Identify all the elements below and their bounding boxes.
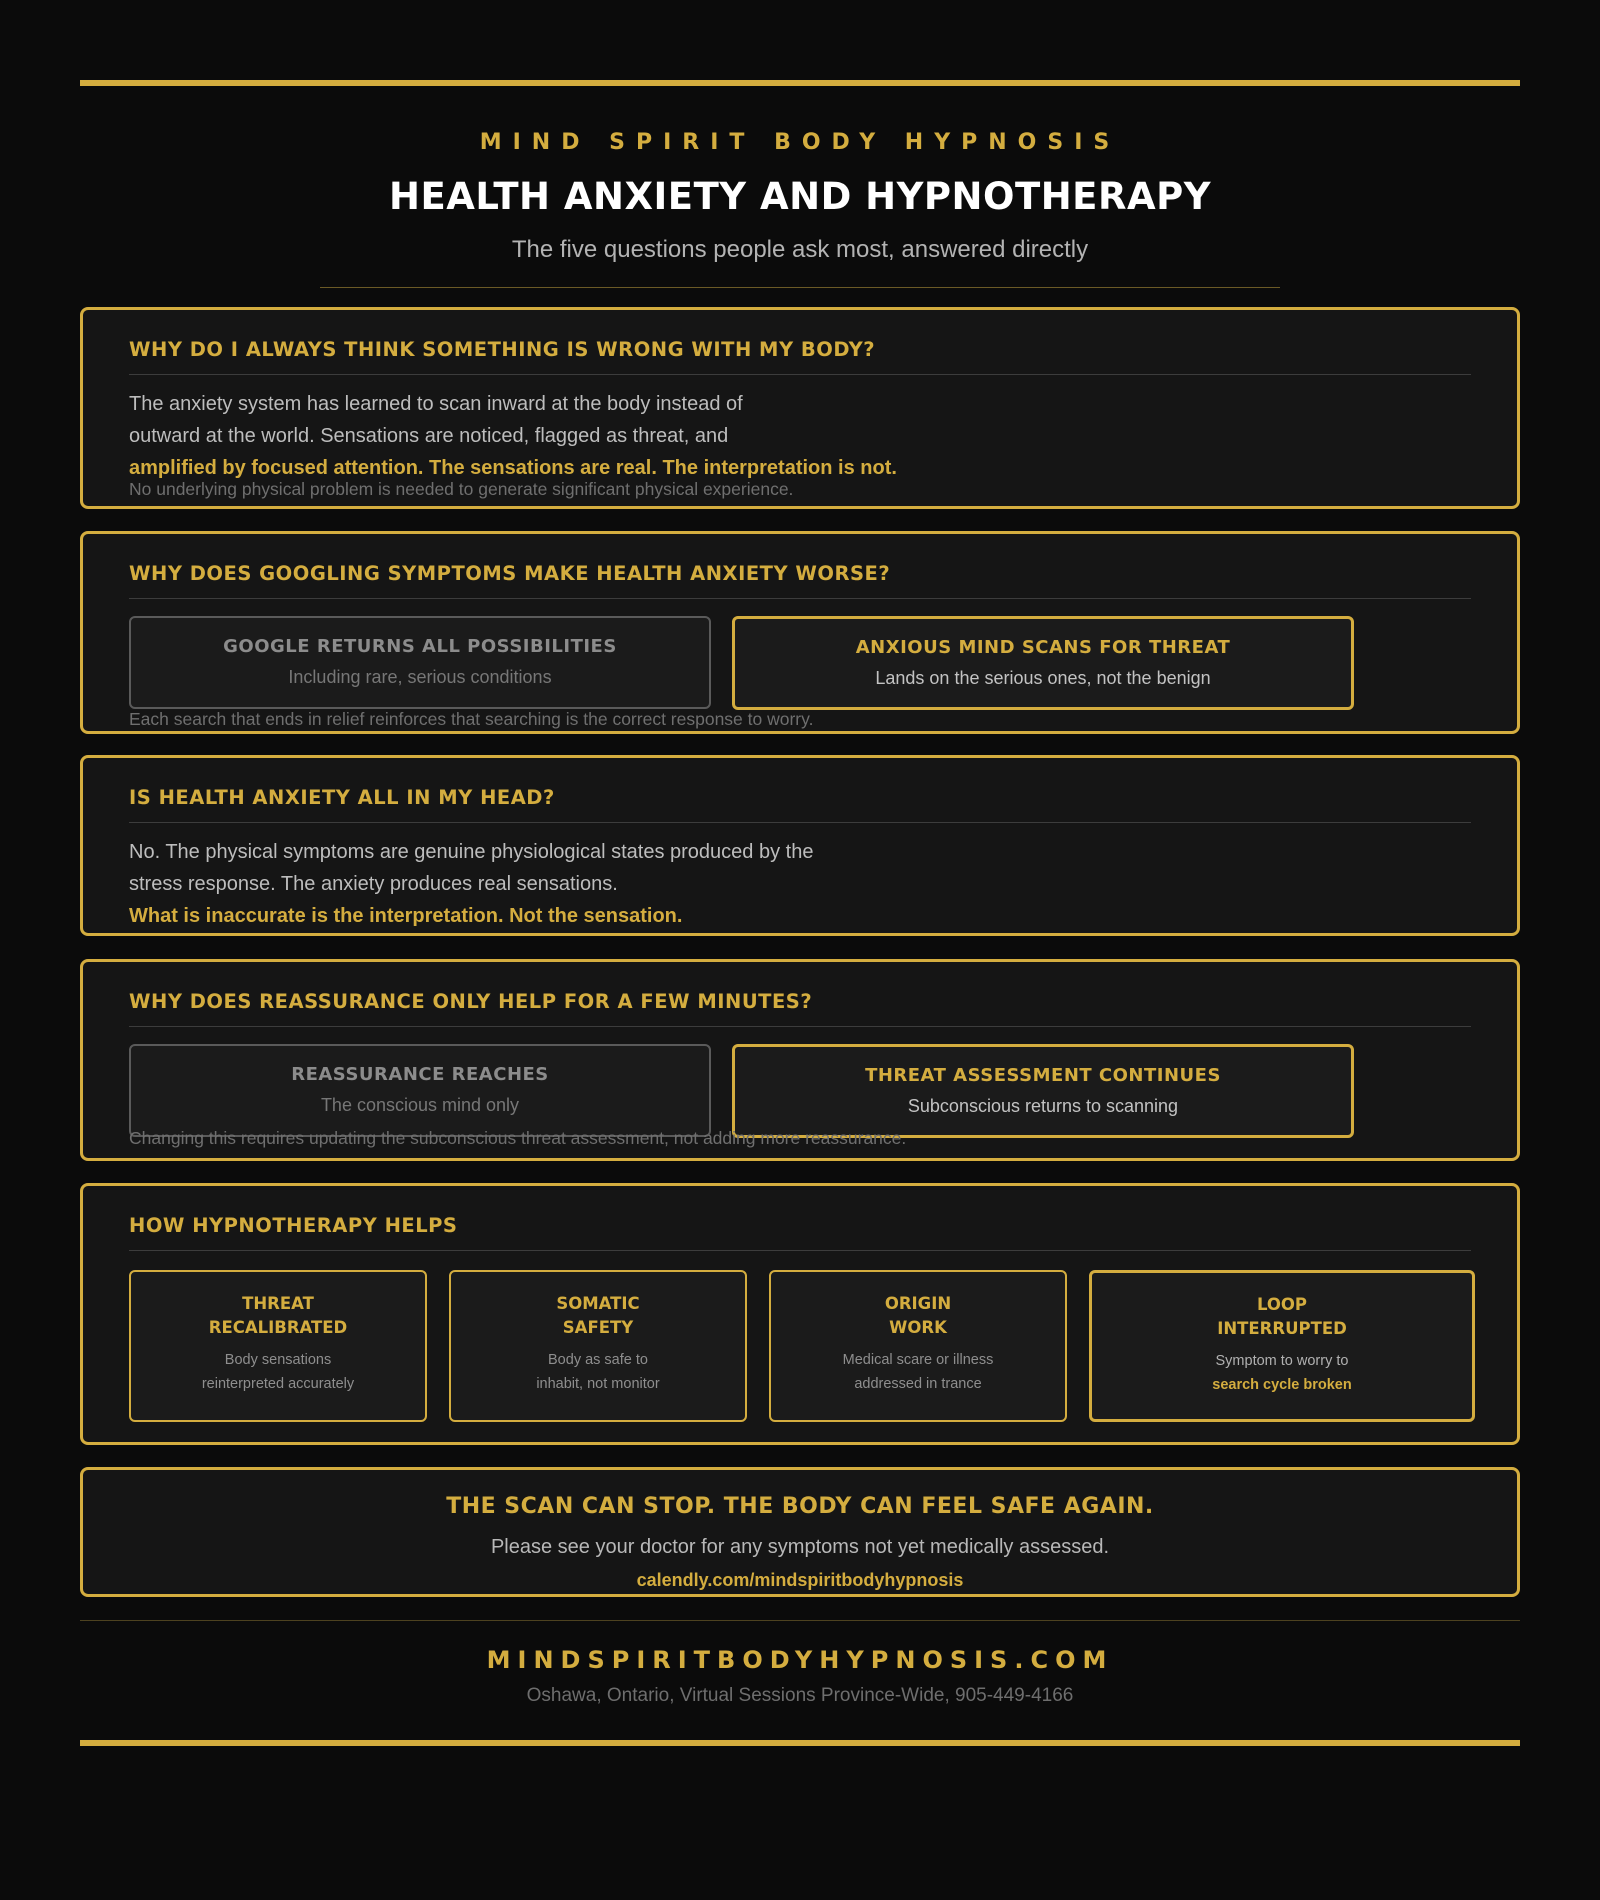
page-subtitle: The five questions people ask most, answered directly	[511, 236, 1089, 263]
faq-1-line-1: The anxiety system has learned to scan inward at the body instead of	[129, 393, 743, 415]
faq-5-title: HOW HYPNOTHERAPY HELPS	[129, 1214, 458, 1237]
brand-name: MIND SPIRIT BODY HYPNOSIS	[479, 130, 1121, 155]
benefit-tile-title: LOOP INTERRUPTED	[1217, 1295, 1347, 1338]
header-divider	[320, 287, 1280, 288]
benefit-tile-desc: Body as safe to inhabit, not monitor	[536, 1352, 660, 1392]
top-accent-bar	[80, 80, 1520, 86]
page-header	[0, 130, 1600, 264]
reassurance-sub: The conscious mind only	[320, 1095, 520, 1115]
faq-3-title: IS HEALTH ANXIETY ALL IN MY HEAD?	[129, 786, 555, 809]
faq-card-5	[80, 1183, 1520, 1445]
faq-4-title: WHY DOES REASSURANCE ONLY HELP FOR A FEW MINUTES?	[129, 990, 813, 1013]
website-link[interactable]: MINDSPIRITBODYHYPNOSIS.COM	[486, 1646, 1114, 1674]
google-results-title: GOOGLE RETURNS ALL POSSIBILITIES	[223, 636, 617, 657]
faq-3-line-1: No. The physical symptoms are genuine physiological states produced by the	[129, 841, 814, 863]
footer-divider	[80, 1620, 1520, 1621]
booking-link[interactable]: calendly.com/mindspiritbodyhypnosis	[636, 1570, 964, 1590]
threat-assessment-box	[732, 1044, 1354, 1138]
threat-scan-sub: Lands on the serious ones, not the benign	[875, 668, 1211, 688]
google-results-sub: Including rare, serious conditions	[288, 667, 552, 687]
faq-4-divider	[129, 1026, 1471, 1027]
benefit-tile-threat	[129, 1270, 427, 1422]
reassurance-title: REASSURANCE REACHES	[291, 1064, 549, 1085]
faq-1-highlight: amplified by focused attention. The sensations are real. The interpretation is not.	[129, 457, 897, 479]
benefit-tile-desc: Symptom to worry to search cycle broken	[1212, 1353, 1352, 1393]
faq-card-1	[80, 307, 1520, 509]
faq-3-highlight: What is inaccurate is the interpretation. Not the sensation.	[129, 905, 683, 927]
threat-assessment-title: THREAT ASSESSMENT CONTINUES	[865, 1065, 1221, 1086]
benefit-tile-desc: Body sensations reinterpreted accurately	[201, 1352, 355, 1392]
benefit-tile-origin	[769, 1270, 1067, 1422]
reassurance-box	[129, 1044, 711, 1137]
faq-2-title: WHY DOES GOOGLING SYMPTOMS MAKE HEALTH ANXIETY WORSE?	[129, 562, 891, 585]
cta-card	[80, 1467, 1520, 1597]
page-title: HEALTH ANXIETY AND HYPNOTHERAPY	[388, 175, 1211, 218]
threat-assessment-sub: Subconscious returns to scanning	[907, 1096, 1179, 1116]
faq-1-title: WHY DO I ALWAYS THINK SOMETHING IS WRONG WITH MY BODY?	[129, 338, 876, 361]
benefit-tile-title: ORIGIN WORK	[884, 1294, 952, 1337]
faq-2-divider	[129, 598, 1471, 599]
google-results-box	[129, 616, 711, 709]
faq-4-footnote: Changing this requires updating the subconscious threat assessment, not adding more reassurance.	[129, 1128, 907, 1148]
faq-1-divider	[129, 374, 1471, 375]
faq-1-footnote: No underlying physical problem is needed to generate significant physical experience.	[129, 479, 794, 499]
faq-2-footnote: Each search that ends in relief reinforces that searching is the correct response to worry.	[129, 709, 814, 729]
faq-1-line-2: outward at the world. Sensations are noticed, flagged as threat, and	[129, 425, 729, 447]
faq-card-2	[80, 531, 1520, 734]
faq-5-divider	[129, 1250, 1471, 1251]
bottom-accent-bar	[80, 1740, 1520, 1746]
threat-scan-title: ANXIOUS MIND SCANS FOR THREAT	[855, 637, 1231, 658]
faq-1-body	[129, 388, 1029, 484]
faq-card-4	[80, 959, 1520, 1161]
faq-3-divider	[129, 822, 1471, 823]
faq-card-3	[80, 755, 1520, 936]
benefit-tile-title: SOMATIC SAFETY	[556, 1294, 640, 1337]
faq-3-line-2: stress response. The anxiety produces real sensations.	[129, 873, 618, 895]
benefit-tile-desc: Medical scare or illness addressed in trance	[842, 1352, 994, 1392]
cta-disclaimer: Please see your doctor for any symptoms not yet medically assessed.	[490, 1536, 1110, 1558]
contact-info: Oshawa, Ontario, Virtual Sessions Province-Wide, 905-449-4166	[526, 1685, 1074, 1706]
benefit-tile-loop	[1089, 1270, 1475, 1422]
benefit-tile-title: THREAT RECALIBRATED	[208, 1294, 348, 1337]
faq-3-body	[129, 836, 1029, 932]
benefit-tile-somatic	[449, 1270, 747, 1422]
threat-scan-box	[732, 616, 1354, 710]
cta-title: THE SCAN CAN STOP. THE BODY CAN FEEL SAFE AGAIN.	[446, 1494, 1154, 1519]
